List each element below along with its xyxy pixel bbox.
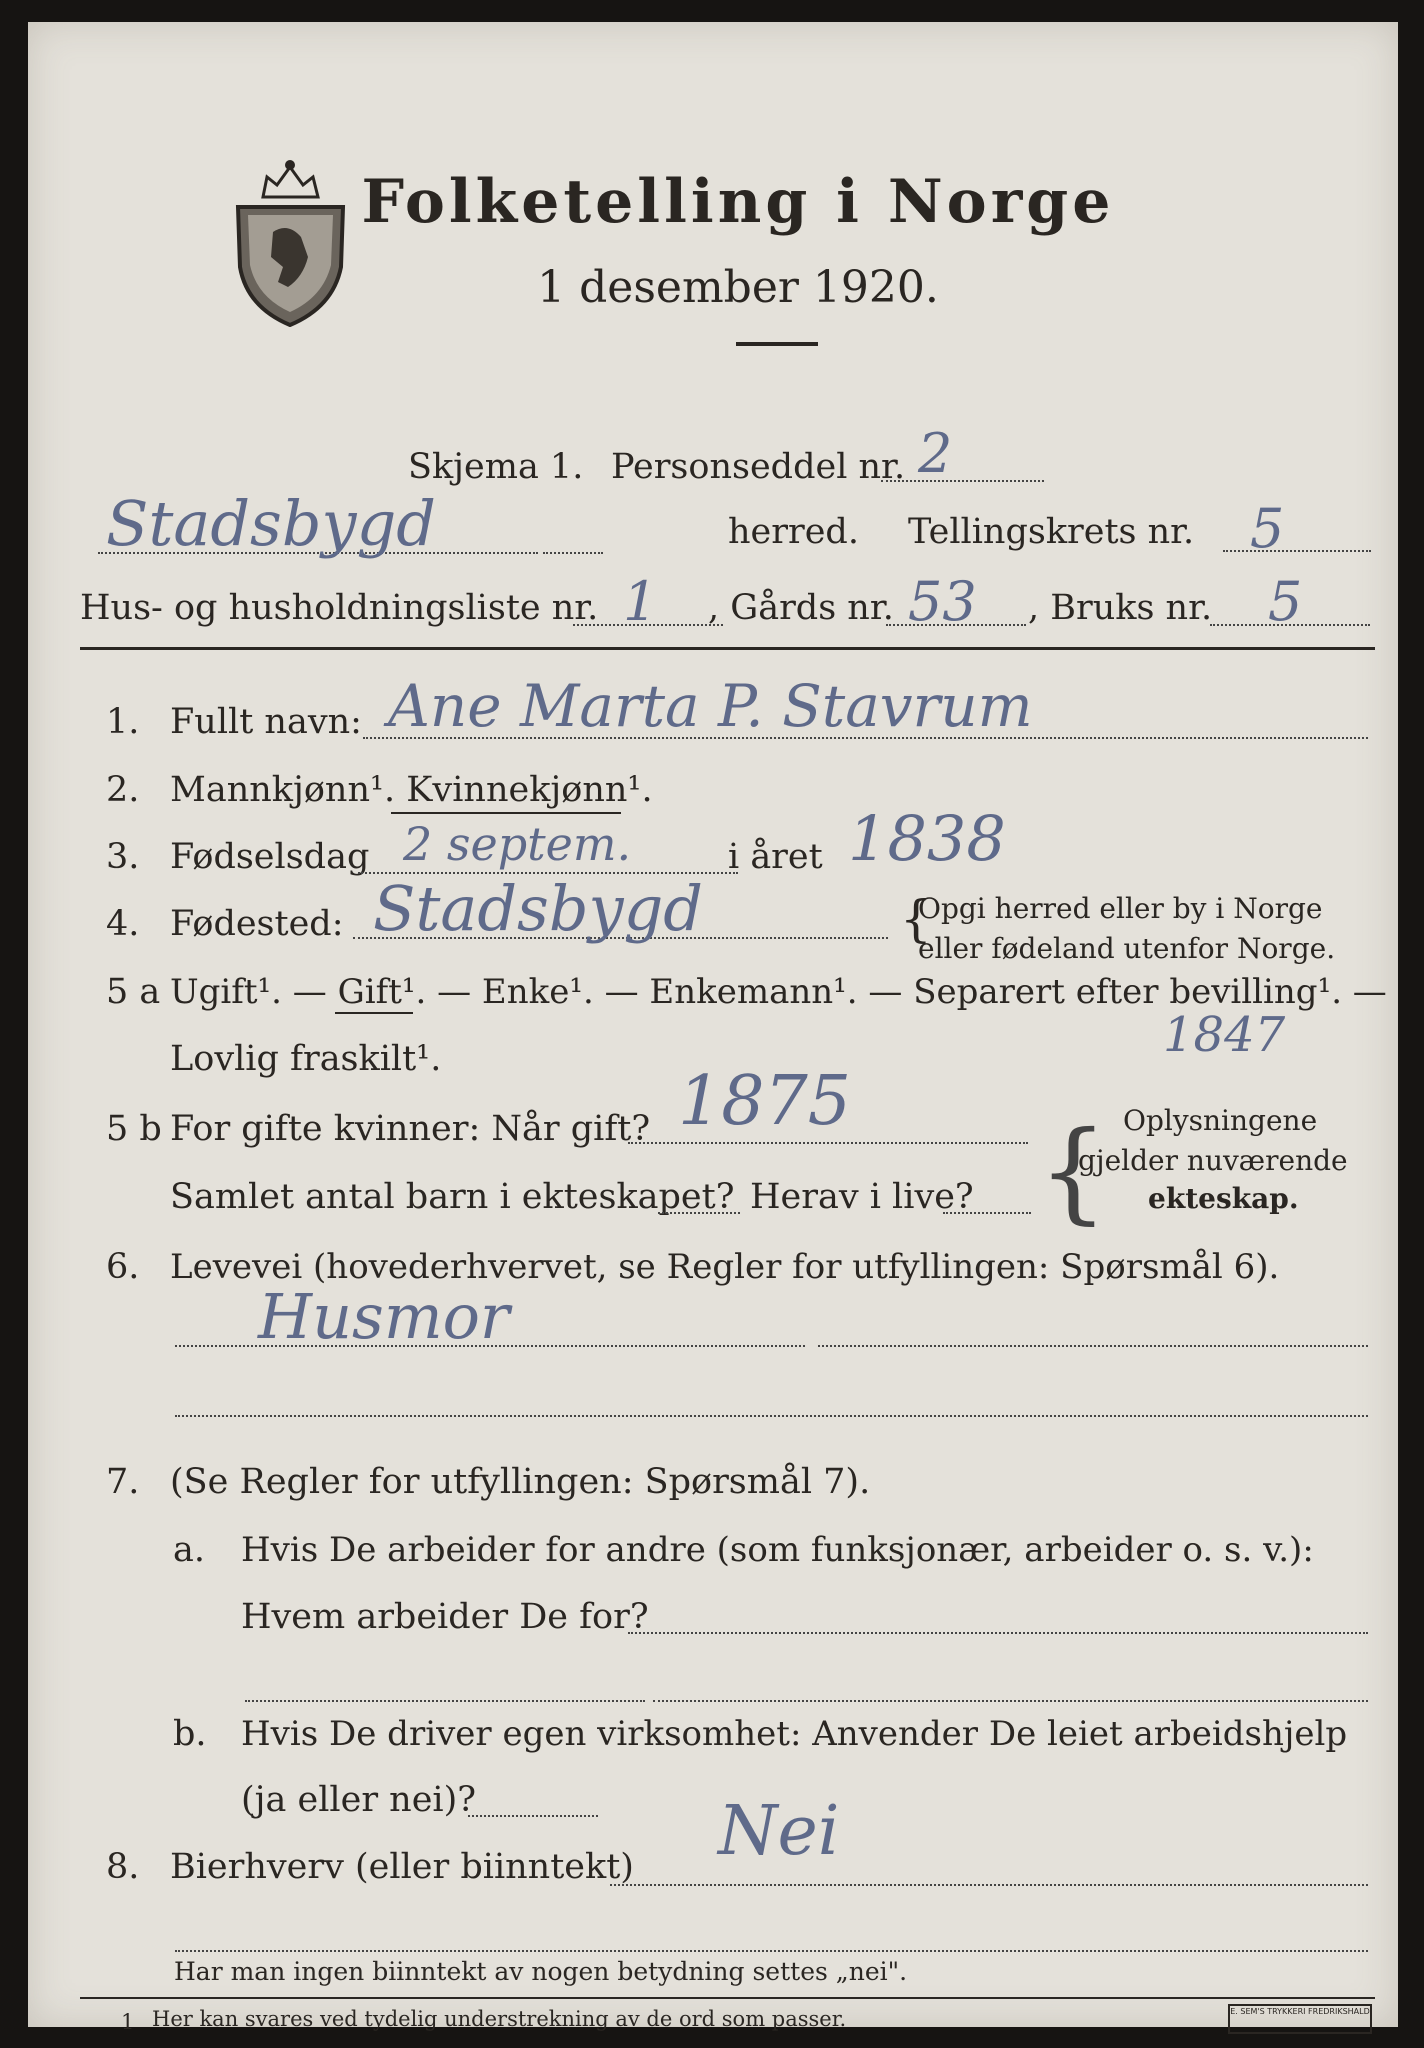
q7a-line — [628, 1632, 1368, 1634]
q7b-line-2: (ja eller nei)? — [241, 1780, 477, 1820]
section-rule — [80, 647, 1375, 650]
form-title: Folketelling i Norge — [361, 167, 1115, 237]
herred-line-2 — [543, 552, 603, 554]
q7-number: 7. — [106, 1462, 140, 1502]
q5b-live-line — [943, 1212, 1031, 1214]
note: Har man ingen biinntekt av nogen betydning settes „nei". — [174, 1957, 908, 1986]
q5a-gift-underline — [335, 1012, 413, 1014]
q6-number: 6. — [106, 1247, 140, 1287]
q7b-line-1: Hvis De driver egen virksomhet: Anvender De leiet arbeidshjelp — [241, 1714, 1348, 1754]
q5b-brace: { — [1038, 1107, 1108, 1235]
census-form — [28, 22, 1398, 2034]
q6-label: Levevei (hovederhvervet, se Regler for utfyllingen: Spørsmål 6). — [170, 1247, 1280, 1287]
q5b-note-2: gjelder nuværende — [1078, 1144, 1348, 1177]
gards-value[interactable]: 53 — [908, 570, 977, 633]
q5b-line — [628, 1142, 1028, 1144]
personseddel-label: Personseddel nr. — [611, 447, 906, 487]
q5b-live-label: Herav i live? — [750, 1177, 974, 1217]
q3-number: 3. — [106, 837, 140, 877]
q7a-line-1: Hvis De arbeider for andre (som funksjonær, arbeider o. s. v.): — [241, 1530, 1314, 1570]
q7a-letter: a. — [173, 1530, 205, 1570]
tellingskrets-label: Tellingskrets nr. — [908, 512, 1195, 552]
q6-line-2 — [175, 1415, 1368, 1417]
form-date: 1 desember 1920. — [537, 262, 939, 313]
q4-number: 4. — [106, 904, 140, 944]
q3-value[interactable]: 2 septem. — [403, 817, 632, 871]
q2-label: Mannkjønn¹. Kvinnekjønn¹. — [170, 770, 653, 810]
divider — [736, 342, 818, 346]
tellingskrets-value[interactable]: 5 — [1250, 497, 1285, 560]
herred-value[interactable]: Stadsbygd — [106, 487, 436, 560]
q2-underline — [391, 812, 621, 814]
q8-value[interactable]: Nei — [718, 1792, 840, 1871]
q7b-line — [468, 1815, 598, 1817]
q3-year-label: i året — [728, 837, 823, 877]
footnote: Her kan svares ved tydelig understrekning av de ord som passer. — [152, 2007, 847, 2031]
q5b-value[interactable]: 1875 — [678, 1062, 852, 1141]
bruks-value[interactable]: 5 — [1268, 570, 1303, 633]
hus-label: Hus- og husholdningsliste nr. — [80, 588, 599, 628]
q4-note-2: eller fødeland utenfor Norge. — [918, 932, 1336, 965]
q6-line-1b — [818, 1345, 1368, 1347]
q8-number: 8. — [106, 1847, 140, 1887]
q5b-line-2: Samlet antal barn i ekteskapet? — [170, 1177, 735, 1217]
q5a-extra[interactable]: 1847 — [1163, 1007, 1286, 1063]
footnote-mark: 1 — [121, 2010, 135, 2034]
q8-line-2 — [175, 1950, 1368, 1952]
tellingskrets-line — [1223, 550, 1371, 552]
q7a-line-2b — [245, 1700, 645, 1702]
q5a-number: 5 a — [106, 972, 161, 1012]
q7a-line-2c — [653, 1700, 1368, 1702]
q6-value[interactable]: Husmor — [258, 1280, 510, 1353]
printer-stamp: E. SEM'S TRYKKERI FREDRIKSHALD — [1228, 2004, 1372, 2034]
herred-label: herred. — [728, 512, 859, 552]
q4-label: Fødested: — [170, 904, 344, 944]
q4-value[interactable]: Stadsbygd — [373, 872, 703, 945]
q1-number: 1. — [106, 702, 140, 742]
q7a-line-2: Hvem arbeider De for? — [241, 1597, 649, 1637]
footer-rule — [80, 1997, 1375, 1999]
gards-label: , Gårds nr. — [708, 588, 894, 628]
q7b-letter: b. — [173, 1714, 207, 1754]
q5b-label: For gifte kvinner: Når gift? — [170, 1109, 651, 1149]
personseddel-line — [881, 480, 1044, 482]
q5a-line-1: Ugift¹. — Gift¹. — Enke¹. — Enkemann¹. — Separert efter bevilling¹. — — [170, 972, 1387, 1012]
q2-number: 2. — [106, 770, 140, 810]
q5b-number: 5 b — [106, 1109, 162, 1149]
q8-label: Bierhverv (eller biinntekt) — [170, 1847, 634, 1887]
personseddel-value[interactable]: 2 — [918, 422, 953, 485]
skjema-label: Skjema 1. — [408, 447, 584, 487]
hus-value[interactable]: 1 — [623, 570, 658, 633]
q4-note-1: Opgi herred eller by i Norge — [918, 892, 1323, 925]
q5b-note-3: ekteskap. — [1148, 1182, 1299, 1215]
q1-label: Fullt navn: — [170, 702, 362, 742]
q4-brace: { — [900, 890, 932, 948]
q3-label: Fødselsdag — [170, 837, 370, 877]
q5b-children-line — [658, 1212, 740, 1214]
q3-year-value[interactable]: 1838 — [848, 802, 1006, 875]
q7-label: (Se Regler for utfyllingen: Spørsmål 7). — [170, 1462, 871, 1502]
q8-line — [610, 1884, 1368, 1886]
q1-value[interactable]: Ane Marta P. Stavrum — [388, 672, 1033, 740]
bruks-label: , Bruks nr. — [1028, 588, 1213, 628]
q5b-note-1: Oplysningene — [1123, 1104, 1318, 1137]
q5a-line-2: Lovlig fraskilt¹. — [170, 1039, 442, 1079]
